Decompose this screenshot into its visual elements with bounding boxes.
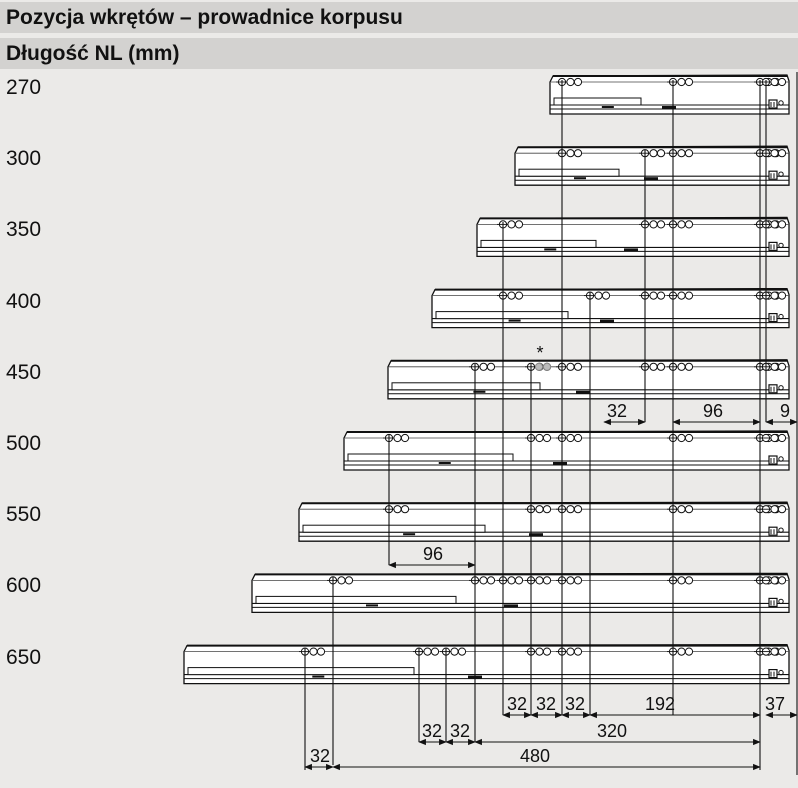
screw-hole-icon	[667, 150, 693, 157]
screw-hole-icon	[383, 434, 409, 441]
runner-rail	[515, 146, 789, 185]
screw-hole-icon	[667, 221, 693, 228]
length-label: 450	[6, 360, 42, 384]
screw-hole-icon	[584, 292, 610, 299]
screw-hole-icon	[556, 363, 582, 370]
screw-hole-icon	[440, 648, 466, 655]
screw-hole-icon	[327, 577, 353, 584]
screw-hole-icon	[760, 150, 786, 157]
dimension-line	[333, 746, 760, 767]
screw-hole-icon	[556, 150, 582, 157]
length-label: 500	[6, 432, 42, 455]
screw-hole-icon	[639, 150, 665, 157]
asterisk-marker: *	[536, 342, 544, 363]
dimension-label: 32	[506, 694, 528, 714]
screw-hole-icon	[556, 648, 582, 655]
dimension-line	[389, 544, 475, 565]
screw-hole-icon	[667, 78, 693, 85]
dimension-line	[766, 401, 797, 422]
screw-hole-icon	[667, 648, 693, 655]
screw-hole-icon	[469, 363, 495, 370]
dimension-label: 480	[519, 746, 551, 766]
dimension-label: 32	[535, 694, 557, 714]
dimension-label: 320	[596, 721, 628, 741]
dimension-line	[446, 721, 475, 742]
screw-hole-icon	[760, 577, 786, 584]
runner-rail	[344, 431, 789, 470]
dimension-label: 9	[779, 401, 791, 421]
dimension-label: 96	[702, 401, 724, 421]
dimension-label: 96	[422, 544, 444, 564]
runner-rail	[299, 502, 789, 541]
dimension-label: 32	[309, 746, 331, 766]
length-label: 350	[6, 218, 42, 242]
screw-hole-icon	[667, 434, 693, 441]
runner-rail	[388, 360, 789, 399]
dimension-label: 32	[421, 721, 443, 741]
dimension-label: 32	[449, 721, 471, 741]
screw-hole-icon	[556, 506, 582, 513]
screw-hole-icon	[383, 506, 409, 513]
length-label: 400	[6, 289, 42, 313]
dimension-line	[765, 694, 797, 715]
length-label: 300	[6, 147, 42, 171]
dimension-line	[562, 694, 590, 715]
dimension-line	[419, 721, 446, 742]
screw-hole-icon	[556, 78, 582, 85]
screw-hole-icon	[760, 292, 786, 299]
screw-hole-icon	[556, 434, 582, 441]
screw-hole-icon	[667, 506, 693, 513]
dimension-line	[305, 746, 333, 767]
screw-hole-icon	[525, 506, 551, 513]
screw-hole-icon	[760, 221, 786, 228]
screw-hole-icon	[525, 434, 551, 441]
screw-hole-icon	[497, 292, 523, 299]
runner-rail	[550, 75, 789, 114]
screw-hole-icon	[760, 78, 786, 85]
page-title: Pozycja wkrętów – prowadnice korpusu	[0, 2, 798, 33]
dimension-line	[673, 401, 760, 422]
length-label: 650	[6, 645, 42, 669]
screw-hole-icon	[639, 363, 665, 370]
dimension-label: 32	[564, 694, 586, 714]
screw-hole-icon	[525, 577, 551, 584]
screw-hole-icon	[556, 577, 582, 584]
dimension-line	[590, 694, 760, 715]
runner-rail	[432, 289, 789, 328]
screw-hole-icon	[497, 577, 523, 584]
length-label: 600	[6, 574, 42, 598]
length-label: 270	[6, 76, 42, 99]
dimension-line	[503, 694, 531, 715]
screw-hole-icon	[497, 221, 523, 228]
dimension-line	[604, 401, 645, 422]
screw-hole-icon	[760, 506, 786, 513]
screw-hole-icon	[667, 577, 693, 584]
dimension-label: 37	[764, 694, 786, 714]
screw-hole-icon	[667, 292, 693, 299]
screw-hole-icon	[760, 434, 786, 441]
dimension-line	[531, 694, 562, 715]
length-label: 550	[6, 503, 42, 527]
screw-hole-icon	[639, 221, 665, 228]
runner-rail	[184, 645, 789, 684]
dimension-label: 192	[644, 694, 676, 714]
screw-hole-icon	[469, 577, 495, 584]
dimension-line	[475, 721, 760, 742]
runner-rail	[477, 217, 789, 256]
screw-hole-icon	[413, 648, 439, 655]
dimension-label: 32	[606, 401, 628, 421]
screw-hole-icon	[299, 648, 325, 655]
screw-hole-icon	[760, 648, 786, 655]
screw-hole-icon	[639, 292, 665, 299]
screw-hole-icon	[760, 363, 786, 370]
screw-hole-icon	[525, 648, 551, 655]
section-subtitle: Długość NL (mm)	[0, 38, 798, 69]
screw-hole-icon	[667, 363, 693, 370]
